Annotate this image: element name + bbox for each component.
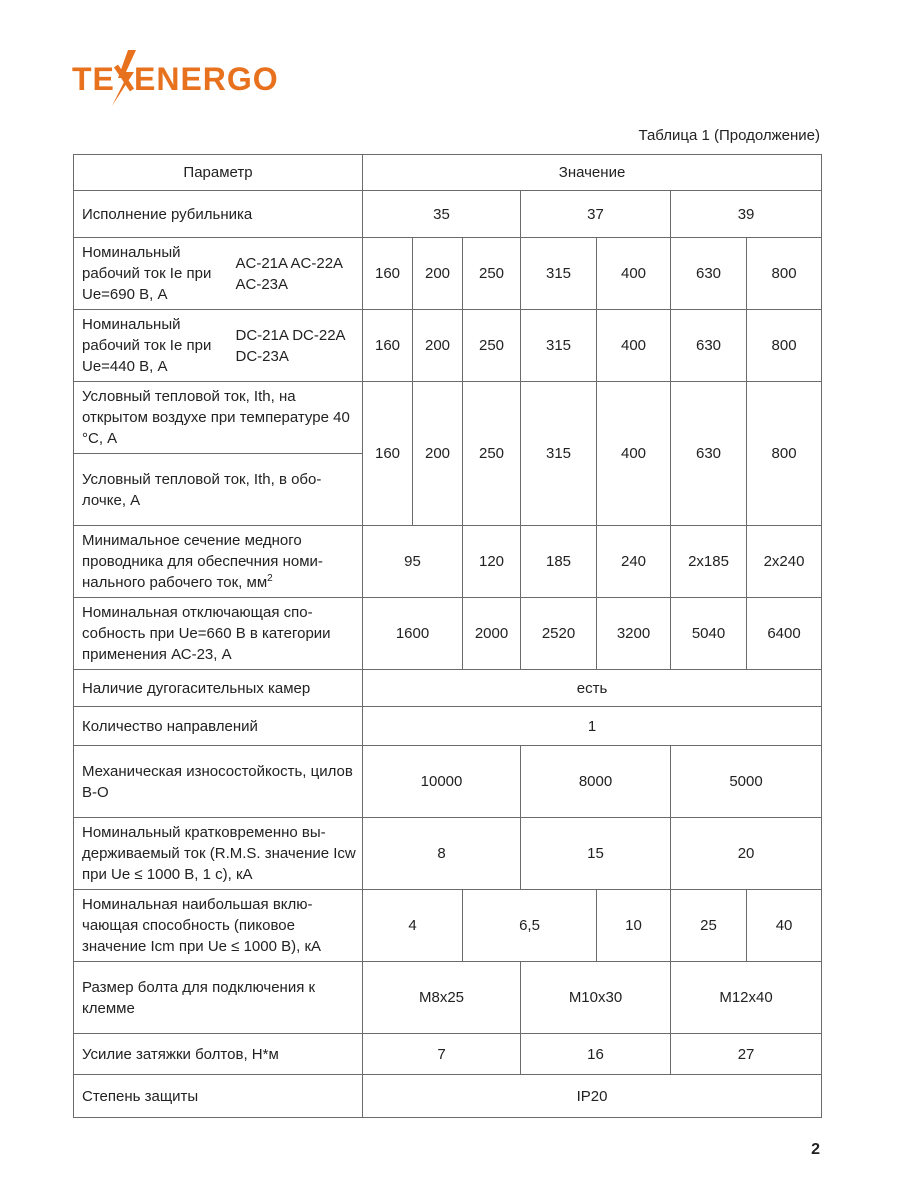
row-label: Номинальный рабочий ток Ie при Ue=690 В, А: [74, 238, 228, 310]
row-label: Условный тепловой ток, Ith, в оболочке, А: [74, 454, 363, 526]
table-row: [74, 310, 822, 382]
svg-text:TE: TE: [72, 61, 115, 97]
company-logo: [72, 48, 292, 108]
table-row: [74, 238, 822, 310]
page-number: 2: [811, 1141, 820, 1158]
cell: 8: [363, 818, 521, 890]
header-param: Параметр: [74, 155, 363, 191]
cell: 630: [671, 310, 747, 382]
row-label: Номинальный рабочий ток Ie при Ue=440 В, А: [74, 310, 228, 382]
table-row: [74, 962, 822, 1034]
header-value: Значение: [363, 155, 822, 191]
cell: 27: [671, 1034, 822, 1075]
cell: 800: [747, 310, 822, 382]
table-row: [74, 707, 822, 746]
cell: 185: [521, 526, 597, 598]
cell: 120: [463, 526, 521, 598]
cell: есть: [363, 670, 822, 707]
cell: 630: [671, 238, 747, 310]
row-label: Количество направлений: [74, 707, 363, 746]
cell: 2520: [521, 598, 597, 670]
table-row: [74, 526, 822, 598]
table-row: [74, 746, 822, 818]
cell: 630: [671, 382, 747, 526]
row-label: Усилие затяжки болтов, Н*м: [74, 1034, 363, 1075]
cell: 7: [363, 1034, 521, 1075]
cell: 16: [521, 1034, 671, 1075]
texenergo-logo: [72, 48, 292, 108]
table-row: [74, 818, 822, 890]
cell: 400: [597, 238, 671, 310]
cell: 2х185: [671, 526, 747, 598]
cell: 10000: [363, 746, 521, 818]
cell: 2000: [463, 598, 521, 670]
cell: 20: [671, 818, 822, 890]
cell: 10: [597, 890, 671, 962]
table-row: [74, 1075, 822, 1118]
cell: 250: [463, 310, 521, 382]
cell: 35: [363, 191, 521, 238]
cell: 160: [363, 310, 413, 382]
table-row: [74, 382, 822, 454]
row-label: Номинальная отключающая способность при Ue=660 В в категории применения АС-23, А: [74, 598, 363, 670]
cell: 5000: [671, 746, 822, 818]
cell: 39: [671, 191, 822, 238]
row-label: Номинальная наибольшая включающая способность (пиковое значение Icm при Ue ≤ 1000 В), кА: [74, 890, 363, 962]
table-header-row: [74, 155, 822, 191]
spec-table: [73, 154, 822, 1118]
cell: 250: [463, 382, 521, 526]
cell: 95: [363, 526, 463, 598]
table-row: [74, 1034, 822, 1075]
table-row: [74, 670, 822, 707]
cell: IP20: [363, 1075, 822, 1118]
row-label: Размер болта для подключения к клемме: [74, 962, 363, 1034]
row-label: Номинальный кратковременно выдерживаемый ток (R.M.S. значение Icw при Ue ≤ 1000 В, 1 с), кА: [74, 818, 363, 890]
cell: 1: [363, 707, 822, 746]
row-label: Исполнение рубильника: [74, 191, 363, 238]
cell: 25: [671, 890, 747, 962]
cell: 37: [521, 191, 671, 238]
row-label: Степень защиты: [74, 1075, 363, 1118]
cell: 5040: [671, 598, 747, 670]
cell: 800: [747, 382, 822, 526]
cell: 315: [521, 310, 597, 382]
cell: 315: [521, 238, 597, 310]
cell: 40: [747, 890, 822, 962]
cell: 800: [747, 238, 822, 310]
cell: 250: [463, 238, 521, 310]
cell: M8x25: [363, 962, 521, 1034]
cell: 1600: [363, 598, 463, 670]
cell: 200: [413, 382, 463, 526]
cell: 400: [597, 310, 671, 382]
cell: 15: [521, 818, 671, 890]
cell: 400: [597, 382, 671, 526]
cell: 2х240: [747, 526, 822, 598]
table-row: [74, 598, 822, 670]
row-label: [74, 526, 363, 598]
cell: M12x40: [671, 962, 822, 1034]
category-list: DC-21A DC-22A DC-23A: [228, 310, 363, 382]
cell: M10x30: [521, 962, 671, 1034]
table-caption: Таблица 1 (Продолжение): [638, 127, 820, 144]
category-list: AC-21A AC-22A AC-23A: [228, 238, 363, 310]
cell: 6400: [747, 598, 822, 670]
cell: 200: [413, 310, 463, 382]
cell: 200: [413, 238, 463, 310]
cell: 240: [597, 526, 671, 598]
cell: 160: [363, 238, 413, 310]
table-row: [74, 890, 822, 962]
row-label-text: Минимальное сечение медного проводника для обеспечния номинального рабочего ток, мм: [82, 532, 323, 591]
row-label: Условный тепловой ток, Ith, на открытом воздухе при температуре 40 °С, А: [74, 382, 363, 454]
table-row: [74, 191, 822, 238]
row-label: Наличие дугогасительных камер: [74, 670, 363, 707]
cell: 160: [363, 382, 413, 526]
cell: 6,5: [463, 890, 597, 962]
cell: 4: [363, 890, 463, 962]
cell: 315: [521, 382, 597, 526]
row-label: Механическая износостойкость, цилов В-О: [74, 746, 363, 818]
cell: 8000: [521, 746, 671, 818]
cell: 3200: [597, 598, 671, 670]
superscript: 2: [267, 573, 273, 584]
svg-text:ENERGO: ENERGO: [134, 61, 279, 97]
